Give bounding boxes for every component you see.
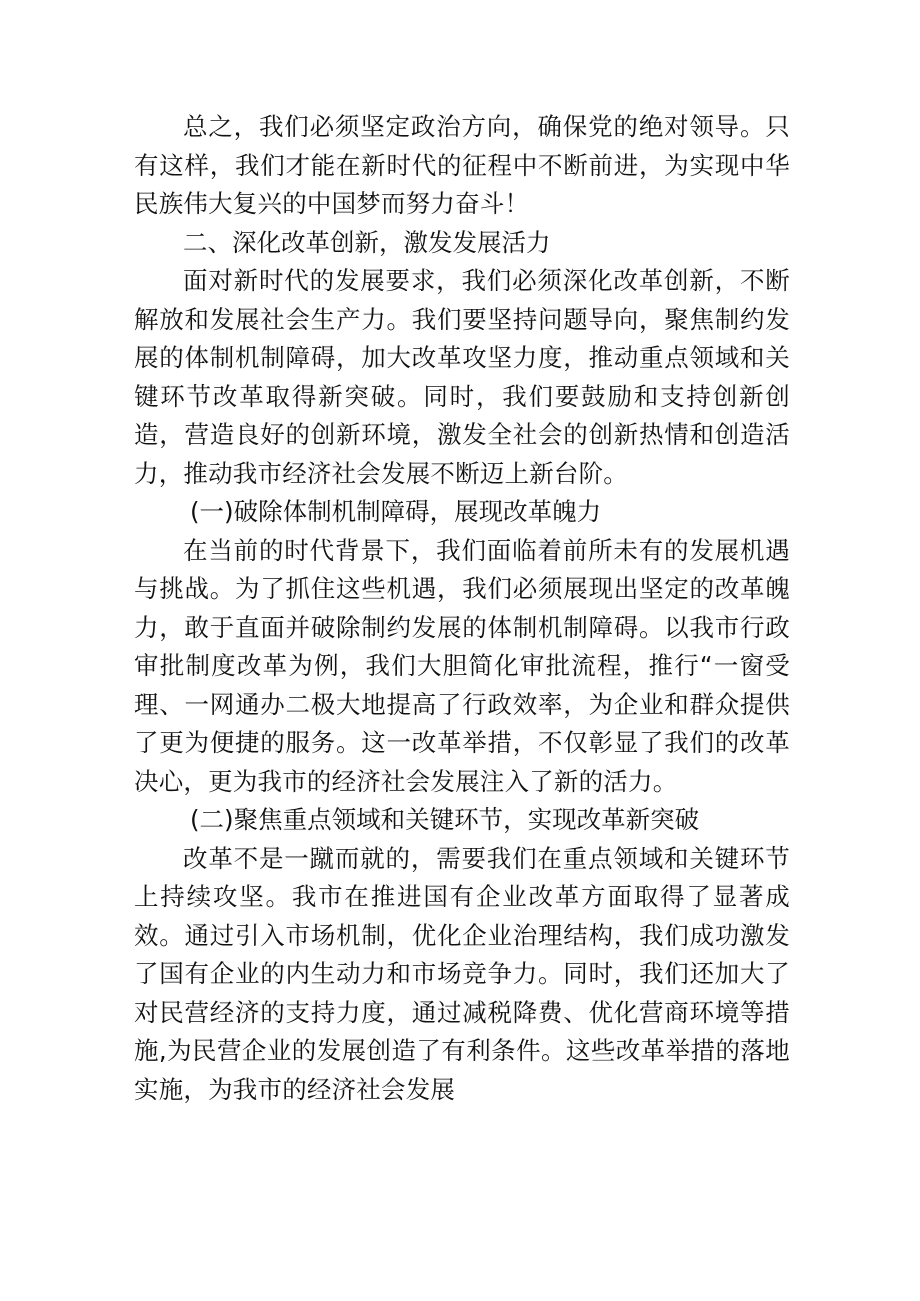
- subheading-1: (一)破除体制机制障碍，展现改革魄力: [190, 497, 602, 526]
- paragraph-subheading-1: 在当前的时代背景下，我们面临着前所未有的发展机遇与挑战。为了抓住这些机遇，我们必须展现出坚定的改革魄力，敢于直面并破除制约发展的体制机制障碍。以我市行政审批制度改革为例，我们大胆简化审批流程，推行“一窗受理、一网通办二极大地提高了行政效率，为企业和群众提供了更为便捷的服务。这一改革举措，不仅彰显了我们的改革决心，更为我市的经济社会发展注入了新的活力。: [134, 535, 790, 796]
- paragraph-subheading-2: 改革不是一蹴而就的，需要我们在重点领域和关键环节上持续攻坚。我市在推进国有企业改革方面取得了显著成效。通过引入市场机制，优化企业治理结构，我们成功激发了国有企业的内生动力和市场竞争力。同时，我们还加大了对民营经济的支持力度，通过减税降费、优化营商环境等措施,为民营企业的发展创造了有利条件。这些改革举措的落地实施，为我市的经济社会发展: [134, 843, 790, 1104]
- subheading-2: (二)聚焦重点领域和关键环节，实现改革新突破: [190, 805, 700, 834]
- paragraph-reform-intro: 面对新时代的发展要求，我们必须深化改革创新，不断解放和发展社会生产力。我们要坚持问题导向，聚焦制约发展的体制机制障碍，加大改革攻坚力度，推动重点领域和关键环节改革取得新突破。同时，我们要鼓励和支持创新创造，营造良好的创新环境，激发全社会的创新热情和创造活力，推动我市经济社会发展不断迈上新台阶。: [134, 266, 790, 488]
- section-heading-reform: 二、深化改革创新，激发发展活力: [183, 227, 551, 257]
- document-body: [134, 108, 790, 1109]
- paragraph-conclusion: 总之，我们必须坚定政治方向，确保党的绝对领导。只有这样，我们才能在新时代的征程中不断前进，为实现中华民族伟大复兴的中国梦而努力奋斗！: [134, 112, 790, 218]
